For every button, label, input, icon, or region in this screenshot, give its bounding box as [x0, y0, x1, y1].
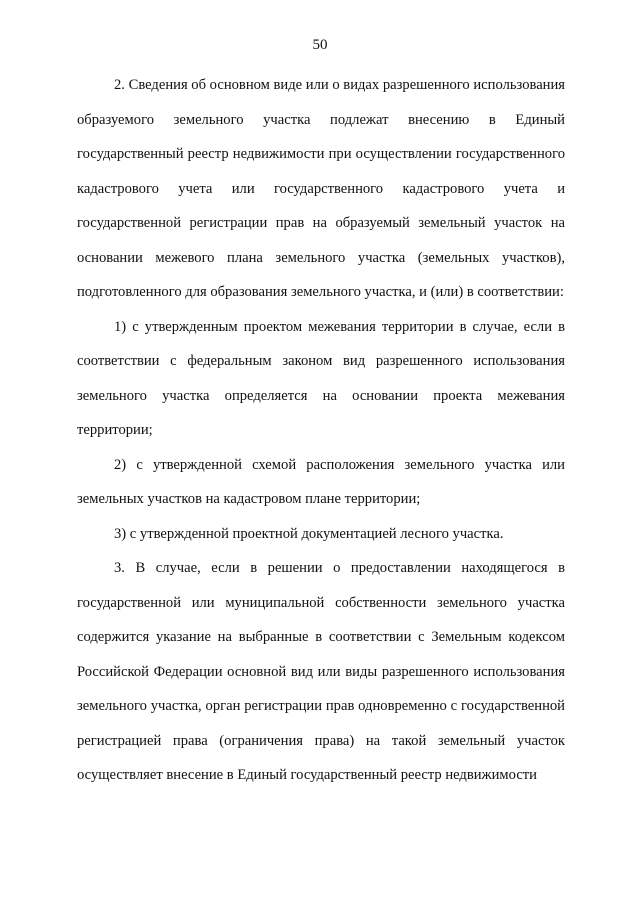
paragraph-item-3: 3. В случае, если в решении о предоставлении находящегося в государственной или муниципальной собственности земельного участка содержится указание на выбранные в соответствии с Земельным кодексом Российской Федерации основной вид или виды разрешенного использования земельного участка, орган регистрации прав одновременно с государственной регистрацией права (ограничения права) на такой земельный участок осуществляет внесение в Единый государственный реестр недвижимости	[77, 560, 565, 783]
paragraph-item-2: 2. Сведения об основном виде или о видах разрешенного использования образуемого земельного участка подлежат внесению в Единый государственный реестр недвижимости при осуществлении государственного кадастрового учета или государственного кадастрового учета и государственной регистрации прав на образуемый земельный участок на основании межевого плана земельного участка (земельных участков), подготовленного для образования земельного участка, и (или) в соответствии:	[77, 77, 565, 300]
subitem-2: 2) с утвержденной схемой расположения земельного участка или земельных участков на кадастровом плане территории;	[77, 456, 565, 507]
subitem-3: 3) с утвержденной проектной документацией лесного участка.	[114, 525, 504, 542]
page-number: 50	[312, 37, 328, 53]
document-body	[77, 68, 565, 793]
subitem-1: 1) с утвержденным проектом межевания территории в случае, если в соответствии с федеральным законом вид разрешенного использования земельного участка определяется на основании проекта межевания территории;	[77, 318, 565, 438]
